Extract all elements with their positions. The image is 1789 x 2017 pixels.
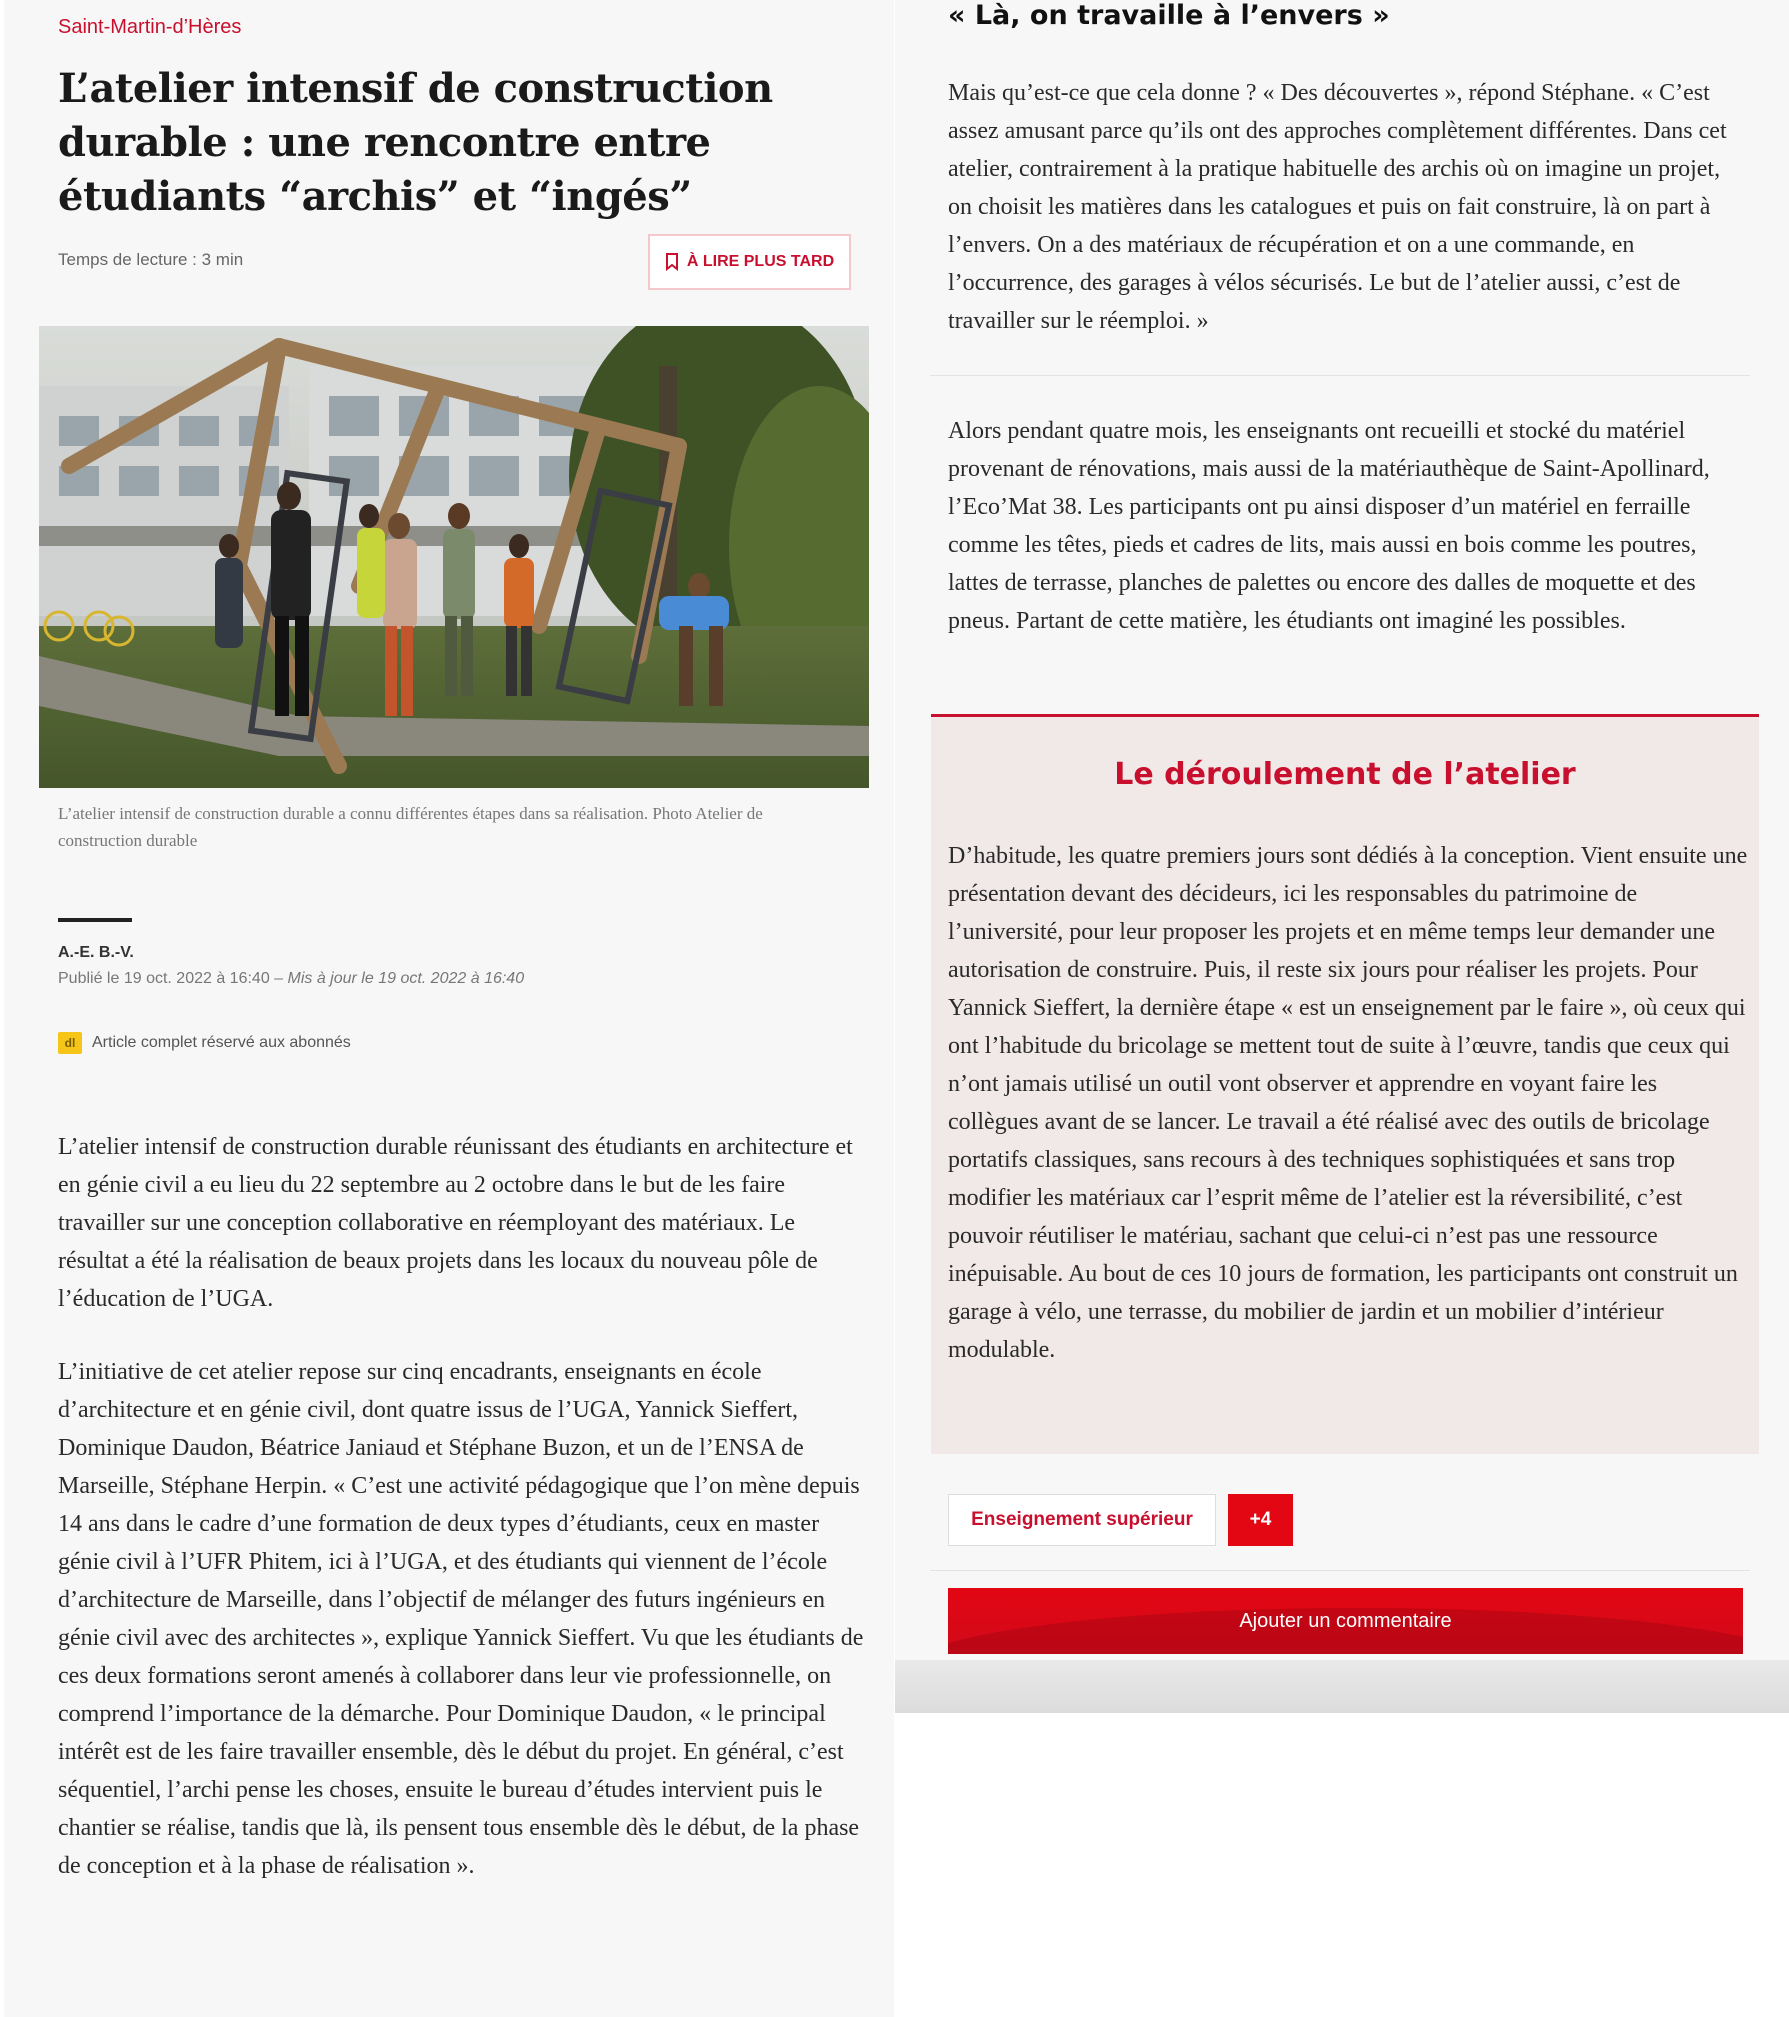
workshop-photo-illustration: [39, 326, 869, 788]
premium-label: Article complet réservé aux abonnés: [92, 1034, 351, 1051]
article-paragraph-1: L’atelier intensif de construction durable réunissant des étudiants en architecture et en génie civil a eu lieu du 22 septembre au 2 octobre dans le but de les faire travailler sur une conception collaborative en réemployant des matériaux. Le résultat a été la réalisation de beaux projets dans les locaux du nouveau pôle de l’éducation de l’UGA.: [58, 1134, 853, 1312]
premium-badge-icon: dl: [58, 1032, 82, 1054]
info-box-text: D’habitude, les quatre premiers jours sont dédiés à la conception. Vient ensuite une présentation devant des décideurs, ici les responsables du patrimoine de l’université, pour leur proposer les projets et en même temps leur demander une autorisation de construire. Puis, il reste six jours pour réaliser les projets. Pour Yannick Sieffert, la dernière étape « est un enseignement par le faire », où ceux qui ont l’habitude du bricolage se mettent tout de suite à l’œuvre, tandis que ceux qui n’ont jamais utilisé un outil vont observer et apprendre en voyant faire les collègues avant de se lancer. Le travail a été réalisé avec des outils de bricolage portatifs classiques, sans recours à des techniques sophistiquées et sans trop modifier les matériaux car l’esprit même de l’atelier est la réversibilité, c’est pouvoir réutiliser le matériau, sachant que celui-ci n’est pas une ressource inépuisable. Au bout de ces 10 jours de formation, les participants ont construit un garage à vélo, une terrasse, du mobilier de jardin et un mobilier d’intérieur modulable.: [948, 843, 1748, 1363]
add-comment-button[interactable]: [948, 1588, 1743, 1654]
premium-notice: [58, 1032, 351, 1054]
published-date: Publié le 19 oct. 2022 à 16:40: [58, 970, 270, 987]
add-comment-label: Ajouter un commentaire: [1239, 1609, 1452, 1632]
info-box-title: Le déroulement de l’atelier: [1114, 757, 1576, 792]
article-paragraph-3: Mais qu’est-ce que cela donne ? « Des découvertes », répond Stéphane. « C’est assez amusant parce qu’ils ont des approches complètement différentes. Dans cet atelier, contrairement à la pratique habituelle des archis où on imagine un projet, on choisit les matières dans les catalogues et puis on fait construire, là on part à l’envers. On a des matériaux de récupération et on a une commande, en l’occurrence, des garages à vélos sécurisés. Le but de l’atelier aussi, c’est de travailler sur le réemploi. »: [948, 80, 1727, 334]
article-paragraph-4: Alors pendant quatre mois, les enseignants ont recueilli et stocké du matériel provenant de rénovations, mais aussi de la matériauthèque de Saint-Apollinard, l’Eco’Mat 38. Les participants ont pu ainsi disposer d’un matériel en ferraille comme les têtes, pieds et cadres de lits, mais aussi en bois comme les poutres, lattes de terrasse, planches de palettes ou encore des dalles de moquette et des pneus. Partant de cette matière, les étudiants ont imaginé les possibles.: [948, 418, 1710, 634]
tag-enseignement-superieur[interactable]: Enseignement supérieur: [948, 1494, 1216, 1546]
article-location[interactable]: Saint-Martin-d’Hères: [58, 16, 242, 38]
footer-shadow-bar: [895, 1660, 1789, 1713]
reading-time: Temps de lecture : 3 min: [58, 250, 244, 269]
read-later-label: À LIRE PLUS TARD: [686, 253, 835, 270]
article-author: A.-E. B.-V.: [58, 944, 134, 961]
article-paragraph-2: L’initiative de cet atelier repose sur cinq encadrants, enseignants en école d’architecture et en génie civil, dont quatre issus de l’UGA, Yannick Sieffert, Dominique Daudon, Béatrice Janiaud et Stéphane Buzon, et un de l’ENSA de Marseille, Stéphane Herpin. « C’est une activité pédagogique que l’on mène depuis 14 ans dans le cadre d’une formation de deux types d’étudiants, ceux en master génie civil à l’UFR Phitem, ici à l’UGA, et des étudiants qui viennent de l’école d’architecture de Marseille, dans l’objectif de mélanger des futurs ingénieurs en génie civil avec des architectes », explique Yannick Sieffert. Vu que les étudiants de ces deux formations seront amenés à collaborer dans leur vie professionnelle, on comprend l’importance de la démarche. Pour Dominique Daudon, « le principal intérêt est de les faire travailler ensemble, dès le début du projet. En général, c’est séquentiel, l’archi pense les choses, ensuite le bureau d’études intervient puis le chantier se réalise, tandis que là, ils pensent tous ensemble dès le début, de la phase de conception et à la phase de réalisation ».: [58, 1359, 864, 1879]
workshop-info-box: [931, 714, 1759, 1454]
article-title: L’atelier intensif de construction durable : une rencontre entre étudiants “archis” et “ingés”: [58, 65, 773, 220]
section-heading: « Là, on travaille à l’envers »: [948, 0, 1390, 31]
more-tags-button[interactable]: +4: [1228, 1494, 1293, 1546]
author-divider: [58, 918, 132, 922]
read-later-button[interactable]: [648, 234, 851, 290]
tags-divider: [930, 1570, 1750, 1571]
bookmark-icon: [665, 253, 679, 271]
photo-caption: L’atelier intensif de construction durable a connu différentes étapes dans sa réalisation. Photo Atelier de construction durable: [58, 804, 763, 850]
paragraph-divider: [930, 375, 1750, 376]
updated-date: – Mis à jour le 19 oct. 2022 à 16:40: [269, 970, 525, 987]
publication-date: [58, 970, 524, 988]
article-photo[interactable]: [39, 326, 869, 788]
article-left-column: [4, 0, 894, 2017]
article-right-column: [895, 0, 1789, 1713]
